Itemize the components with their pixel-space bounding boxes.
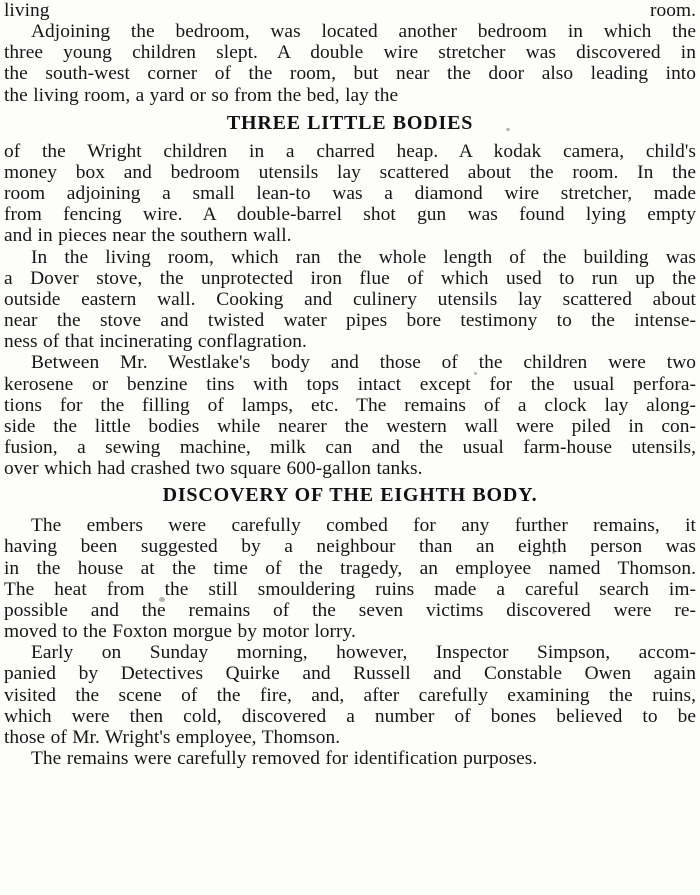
text-line: having been suggested by a neighbour than an eighth person was bbox=[4, 536, 696, 558]
text-line: living room. bbox=[4, 0, 696, 21]
print-speck bbox=[552, 551, 555, 554]
paragraph-remains-removed bbox=[4, 748, 696, 769]
paragraph-westlake-body bbox=[4, 352, 696, 479]
subheading-three-little-bodies: THREE LITTLE BODIES bbox=[226, 111, 474, 134]
text-line: over which had crashed two square 600-gallon tanks. bbox=[4, 458, 423, 480]
print-speck bbox=[159, 597, 165, 602]
text-line: room adjoining a small lean-to was a diamond wire stretcher, made bbox=[4, 183, 696, 205]
text-line: The remains were carefully removed for identification purposes. bbox=[31, 748, 538, 769]
text-line: Between Mr. Westlake's body and those of the children were two bbox=[31, 352, 696, 374]
paragraph-living-room bbox=[4, 247, 696, 353]
text-line: in the house at the time of the tragedy, an employee named Thomson. bbox=[4, 557, 696, 579]
text-line: moved to the Foxton morgue by motor lorry. bbox=[4, 621, 356, 643]
text-line: fusion, a sewing machine, milk can and the usual farm-house utensils, bbox=[4, 436, 696, 458]
paragraph-sunday-morning bbox=[4, 642, 696, 748]
subheading-discovery-eighth-body: DISCOVERY OF THE EIGHTH BODY. bbox=[162, 484, 538, 507]
paragraph-continuation bbox=[4, 0, 696, 21]
text-line: a Dover stove, the unprotected iron flue of which used to run up the bbox=[4, 267, 696, 289]
text-line: money box and bedroom utensils lay scattered about the room. In the bbox=[4, 161, 696, 183]
text-line: of the Wright children in a charred heap. A kodak camera, child's bbox=[4, 140, 696, 162]
print-speck bbox=[474, 372, 477, 375]
text-line: side the little bodies while nearer the western wall were piled in con- bbox=[4, 415, 696, 437]
text-line: The embers were carefully combed for any further remains, it bbox=[31, 515, 696, 537]
text-line: those of Mr. Wright's employee, Thomson. bbox=[4, 726, 341, 748]
text-line: three young children slept. A double wire stretcher was discovered in bbox=[4, 42, 696, 64]
text-line: possible and the remains of the seven victims discovered were re- bbox=[4, 599, 696, 621]
text-line: from fencing wire. A double-barrel shot gun was found lying empty bbox=[4, 204, 696, 226]
text-line: Early on Sunday morning, however, Inspector Simpson, accom- bbox=[31, 642, 696, 664]
text-line: Adjoining the bedroom, was located another bedroom in which the bbox=[31, 21, 696, 43]
text-line: near the stove and twisted water pipes bore testimony to the intense- bbox=[4, 310, 696, 332]
text-line: tions for the filling of lamps, etc. The remains of a clock lay along- bbox=[4, 394, 696, 416]
text-line: visited the scene of the fire, and, after carefully examining the ruins, bbox=[4, 684, 696, 706]
text-line: The heat from the still smouldering ruins made a careful search im- bbox=[4, 578, 696, 600]
text-line: and in pieces near the southern wall. bbox=[4, 225, 292, 247]
text-line: outside eastern wall. Cooking and culinery utensils lay scattered about bbox=[4, 288, 696, 310]
text-line: panied by Detectives Quirke and Russell and Constable Owen again bbox=[4, 663, 696, 685]
text-line: kerosene or benzine tins with tops intact except for the usual perfora- bbox=[4, 373, 696, 395]
text-line: which were then cold, discovered a number of bones believed to be bbox=[4, 705, 696, 727]
text-line: the living room, a yard or so from the bed, lay the bbox=[4, 84, 399, 106]
paragraph-embers bbox=[4, 515, 696, 642]
text-line: the south-west corner of the room, but near the door also leading into bbox=[4, 63, 696, 85]
print-speck bbox=[506, 128, 510, 131]
paragraph-wright-children bbox=[4, 141, 696, 247]
paragraph-adjoining-bedroom bbox=[4, 21, 696, 106]
text-line: In the living room, which ran the whole length of the building was bbox=[31, 246, 696, 268]
text-line: ness of that incinerating conflagration. bbox=[4, 331, 307, 353]
print-speck bbox=[637, 382, 642, 386]
